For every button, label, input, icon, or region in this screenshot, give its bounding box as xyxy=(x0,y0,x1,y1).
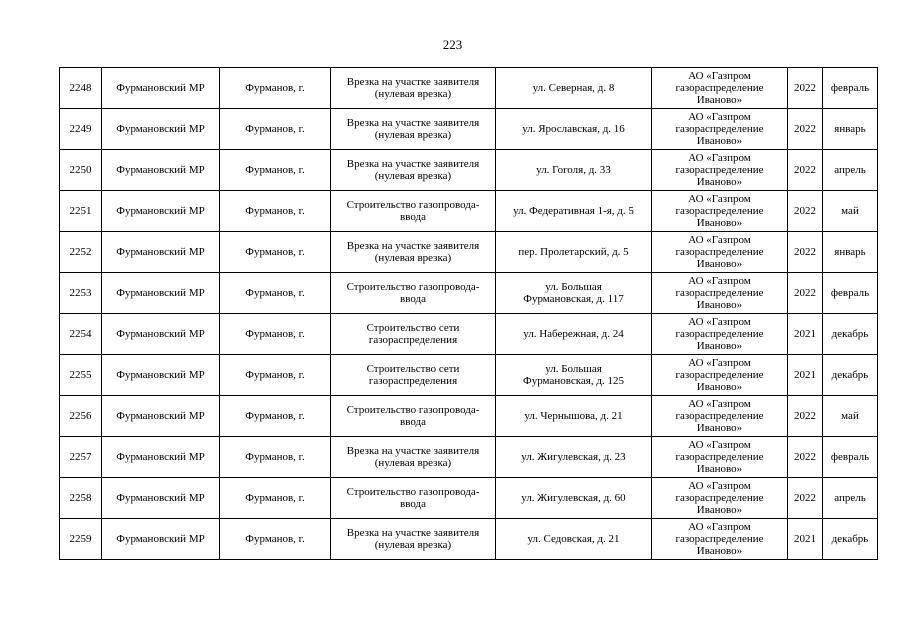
table-row xyxy=(60,478,878,519)
year-cell: 2022 xyxy=(788,68,823,109)
address-cell: ул. Чернышова, д. 21 xyxy=(496,396,652,437)
row-number-cell: 2255 xyxy=(60,355,102,396)
organization-cell: АО «Газпром газораспределение Иваново» xyxy=(652,314,788,355)
table-row xyxy=(60,232,878,273)
table-row xyxy=(60,191,878,232)
address-cell: пер. Пролетарский, д. 5 xyxy=(496,232,652,273)
month-cell: февраль xyxy=(823,273,878,314)
organization-cell: АО «Газпром газораспределение Иваново» xyxy=(652,109,788,150)
city-cell: Фурманов, г. xyxy=(220,191,331,232)
address-cell: ул. Жигулевская, д. 23 xyxy=(496,437,652,478)
table-row xyxy=(60,273,878,314)
table-row xyxy=(60,68,878,109)
city-cell: Фурманов, г. xyxy=(220,437,331,478)
row-number-cell: 2256 xyxy=(60,396,102,437)
city-cell: Фурманов, г. xyxy=(220,478,331,519)
address-cell: ул. Жигулевская, д. 60 xyxy=(496,478,652,519)
table-row xyxy=(60,314,878,355)
district-cell: Фурмановский МР xyxy=(102,232,220,273)
district-cell: Фурмановский МР xyxy=(102,273,220,314)
table-row xyxy=(60,109,878,150)
work-type-cell: Строительство газопровода- ввода xyxy=(331,191,496,232)
city-cell: Фурманов, г. xyxy=(220,314,331,355)
organization-cell: АО «Газпром газораспределение Иваново» xyxy=(652,273,788,314)
table-row xyxy=(60,150,878,191)
organization-cell: АО «Газпром газораспределение Иваново» xyxy=(652,355,788,396)
year-cell: 2022 xyxy=(788,232,823,273)
address-cell: ул. Федеративная 1-я, д. 5 xyxy=(496,191,652,232)
month-cell: апрель xyxy=(823,150,878,191)
district-cell: Фурмановский МР xyxy=(102,355,220,396)
month-cell: май xyxy=(823,191,878,232)
city-cell: Фурманов, г. xyxy=(220,273,331,314)
organization-cell: АО «Газпром газораспределение Иваново» xyxy=(652,437,788,478)
district-cell: Фурмановский МР xyxy=(102,437,220,478)
year-cell: 2022 xyxy=(788,437,823,478)
work-type-cell: Врезка на участке заявителя (нулевая врезка) xyxy=(331,232,496,273)
address-cell: ул. Большая Фурмановская, д. 125 xyxy=(496,355,652,396)
organization-cell: АО «Газпром газораспределение Иваново» xyxy=(652,519,788,560)
district-cell: Фурмановский МР xyxy=(102,109,220,150)
year-cell: 2022 xyxy=(788,150,823,191)
organization-cell: АО «Газпром газораспределение Иваново» xyxy=(652,191,788,232)
year-cell: 2021 xyxy=(788,355,823,396)
address-cell: ул. Гоголя, д. 33 xyxy=(496,150,652,191)
work-type-cell: Врезка на участке заявителя (нулевая врезка) xyxy=(331,519,496,560)
row-number-cell: 2251 xyxy=(60,191,102,232)
district-cell: Фурмановский МР xyxy=(102,191,220,232)
month-cell: февраль xyxy=(823,437,878,478)
district-cell: Фурмановский МР xyxy=(102,68,220,109)
district-cell: Фурмановский МР xyxy=(102,519,220,560)
organization-cell: АО «Газпром газораспределение Иваново» xyxy=(652,68,788,109)
city-cell: Фурманов, г. xyxy=(220,355,331,396)
month-cell: декабрь xyxy=(823,314,878,355)
organization-cell: АО «Газпром газораспределение Иваново» xyxy=(652,232,788,273)
city-cell: Фурманов, г. xyxy=(220,68,331,109)
address-cell: ул. Седовская, д. 21 xyxy=(496,519,652,560)
row-number-cell: 2253 xyxy=(60,273,102,314)
address-cell: ул. Северная, д. 8 xyxy=(496,68,652,109)
work-type-cell: Строительство газопровода- ввода xyxy=(331,396,496,437)
city-cell: Фурманов, г. xyxy=(220,232,331,273)
district-cell: Фурмановский МР xyxy=(102,150,220,191)
work-type-cell: Врезка на участке заявителя (нулевая врезка) xyxy=(331,150,496,191)
table-row xyxy=(60,355,878,396)
row-number-cell: 2257 xyxy=(60,437,102,478)
district-cell: Фурмановский МР xyxy=(102,396,220,437)
organization-cell: АО «Газпром газораспределение Иваново» xyxy=(652,396,788,437)
row-number-cell: 2249 xyxy=(60,109,102,150)
district-cell: Фурмановский МР xyxy=(102,478,220,519)
month-cell: февраль xyxy=(823,68,878,109)
year-cell: 2022 xyxy=(788,109,823,150)
month-cell: май xyxy=(823,396,878,437)
address-cell: ул. Большая Фурмановская, д. 117 xyxy=(496,273,652,314)
city-cell: Фурманов, г. xyxy=(220,109,331,150)
row-number-cell: 2248 xyxy=(60,68,102,109)
table-body xyxy=(60,68,878,560)
work-type-cell: Строительство газопровода- ввода xyxy=(331,478,496,519)
year-cell: 2022 xyxy=(788,396,823,437)
year-cell: 2021 xyxy=(788,314,823,355)
table-row xyxy=(60,396,878,437)
work-type-cell: Строительство сети газораспределения xyxy=(331,355,496,396)
gasification-table xyxy=(59,67,878,560)
month-cell: декабрь xyxy=(823,355,878,396)
year-cell: 2022 xyxy=(788,478,823,519)
month-cell: январь xyxy=(823,109,878,150)
work-type-cell: Строительство сети газораспределения xyxy=(331,314,496,355)
city-cell: Фурманов, г. xyxy=(220,150,331,191)
row-number-cell: 2259 xyxy=(60,519,102,560)
year-cell: 2021 xyxy=(788,519,823,560)
organization-cell: АО «Газпром газораспределение Иваново» xyxy=(652,150,788,191)
page-number: 223 xyxy=(442,37,463,52)
row-number-cell: 2258 xyxy=(60,478,102,519)
work-type-cell: Врезка на участке заявителя (нулевая врезка) xyxy=(331,437,496,478)
work-type-cell: Врезка на участке заявителя (нулевая врезка) xyxy=(331,68,496,109)
year-cell: 2022 xyxy=(788,191,823,232)
year-cell: 2022 xyxy=(788,273,823,314)
table-row xyxy=(60,437,878,478)
address-cell: ул. Набережная, д. 24 xyxy=(496,314,652,355)
work-type-cell: Врезка на участке заявителя (нулевая врезка) xyxy=(331,109,496,150)
address-cell: ул. Ярославская, д. 16 xyxy=(496,109,652,150)
month-cell: январь xyxy=(823,232,878,273)
district-cell: Фурмановский МР xyxy=(102,314,220,355)
row-number-cell: 2252 xyxy=(60,232,102,273)
table-row xyxy=(60,519,878,560)
work-type-cell: Строительство газопровода- ввода xyxy=(331,273,496,314)
organization-cell: АО «Газпром газораспределение Иваново» xyxy=(652,478,788,519)
row-number-cell: 2254 xyxy=(60,314,102,355)
month-cell: декабрь xyxy=(823,519,878,560)
city-cell: Фурманов, г. xyxy=(220,396,331,437)
row-number-cell: 2250 xyxy=(60,150,102,191)
month-cell: апрель xyxy=(823,478,878,519)
city-cell: Фурманов, г. xyxy=(220,519,331,560)
